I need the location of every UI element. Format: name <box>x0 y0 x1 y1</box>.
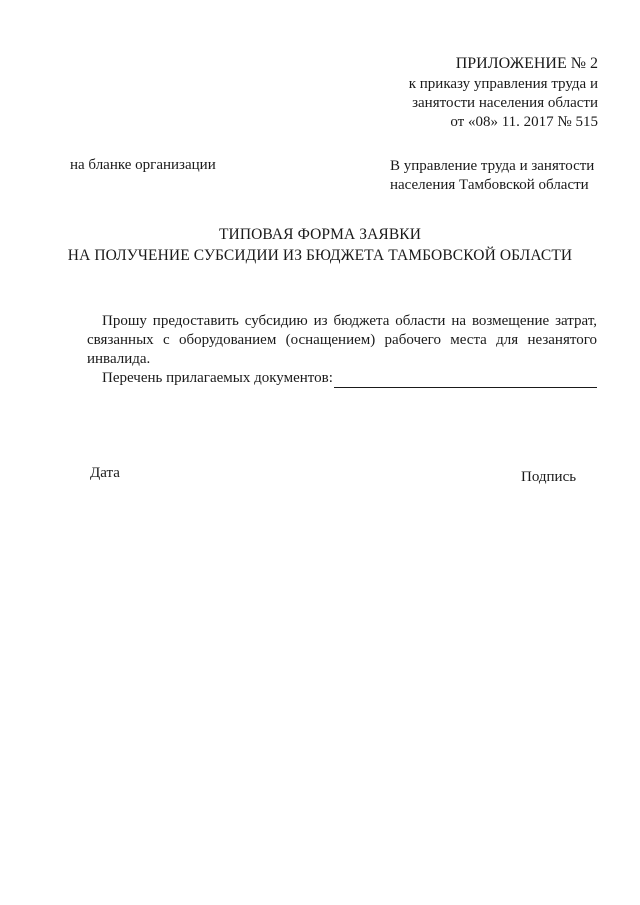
recipient-line-1: В управление труда и занятости <box>390 158 595 174</box>
annex-heading: ПРИЛОЖЕНИЕ № 2 <box>455 55 598 72</box>
annex-date-number-line: от «08» 11. 2017 № 515 <box>450 114 598 130</box>
document-title <box>40 224 600 266</box>
title-line-2: НА ПОЛУЧЕНИЕ СУБСИДИИ ИЗ БЮДЖЕТА ТАМБОВСКОЙ ОБЛАСТИ <box>67 247 573 264</box>
letterhead-note: на бланке организации <box>70 157 216 173</box>
recipient-block <box>390 157 594 195</box>
annex-block <box>409 54 598 132</box>
documents-row <box>87 369 597 388</box>
annex-department-line: занятости населения области <box>412 95 598 111</box>
request-paragraph: Прошу предоставить субсидию из бюджета области на возмещение затрат, связанных с оборудованием (оснащением) рабочего места для незанятого инвалида. <box>87 313 597 367</box>
annex-order-line: к приказу управления труда и <box>408 76 598 92</box>
title-line-1: ТИПОВАЯ ФОРМА ЗАЯВКИ <box>218 226 422 243</box>
signature-label: Подпись <box>521 469 577 485</box>
documents-label: Перечень прилагаемых документов: <box>102 370 333 386</box>
documents-blank-line[interactable] <box>334 372 597 388</box>
date-label: Дата <box>90 465 120 481</box>
request-body <box>87 312 597 388</box>
recipient-line-2: населения Тамбовской области <box>390 177 589 193</box>
